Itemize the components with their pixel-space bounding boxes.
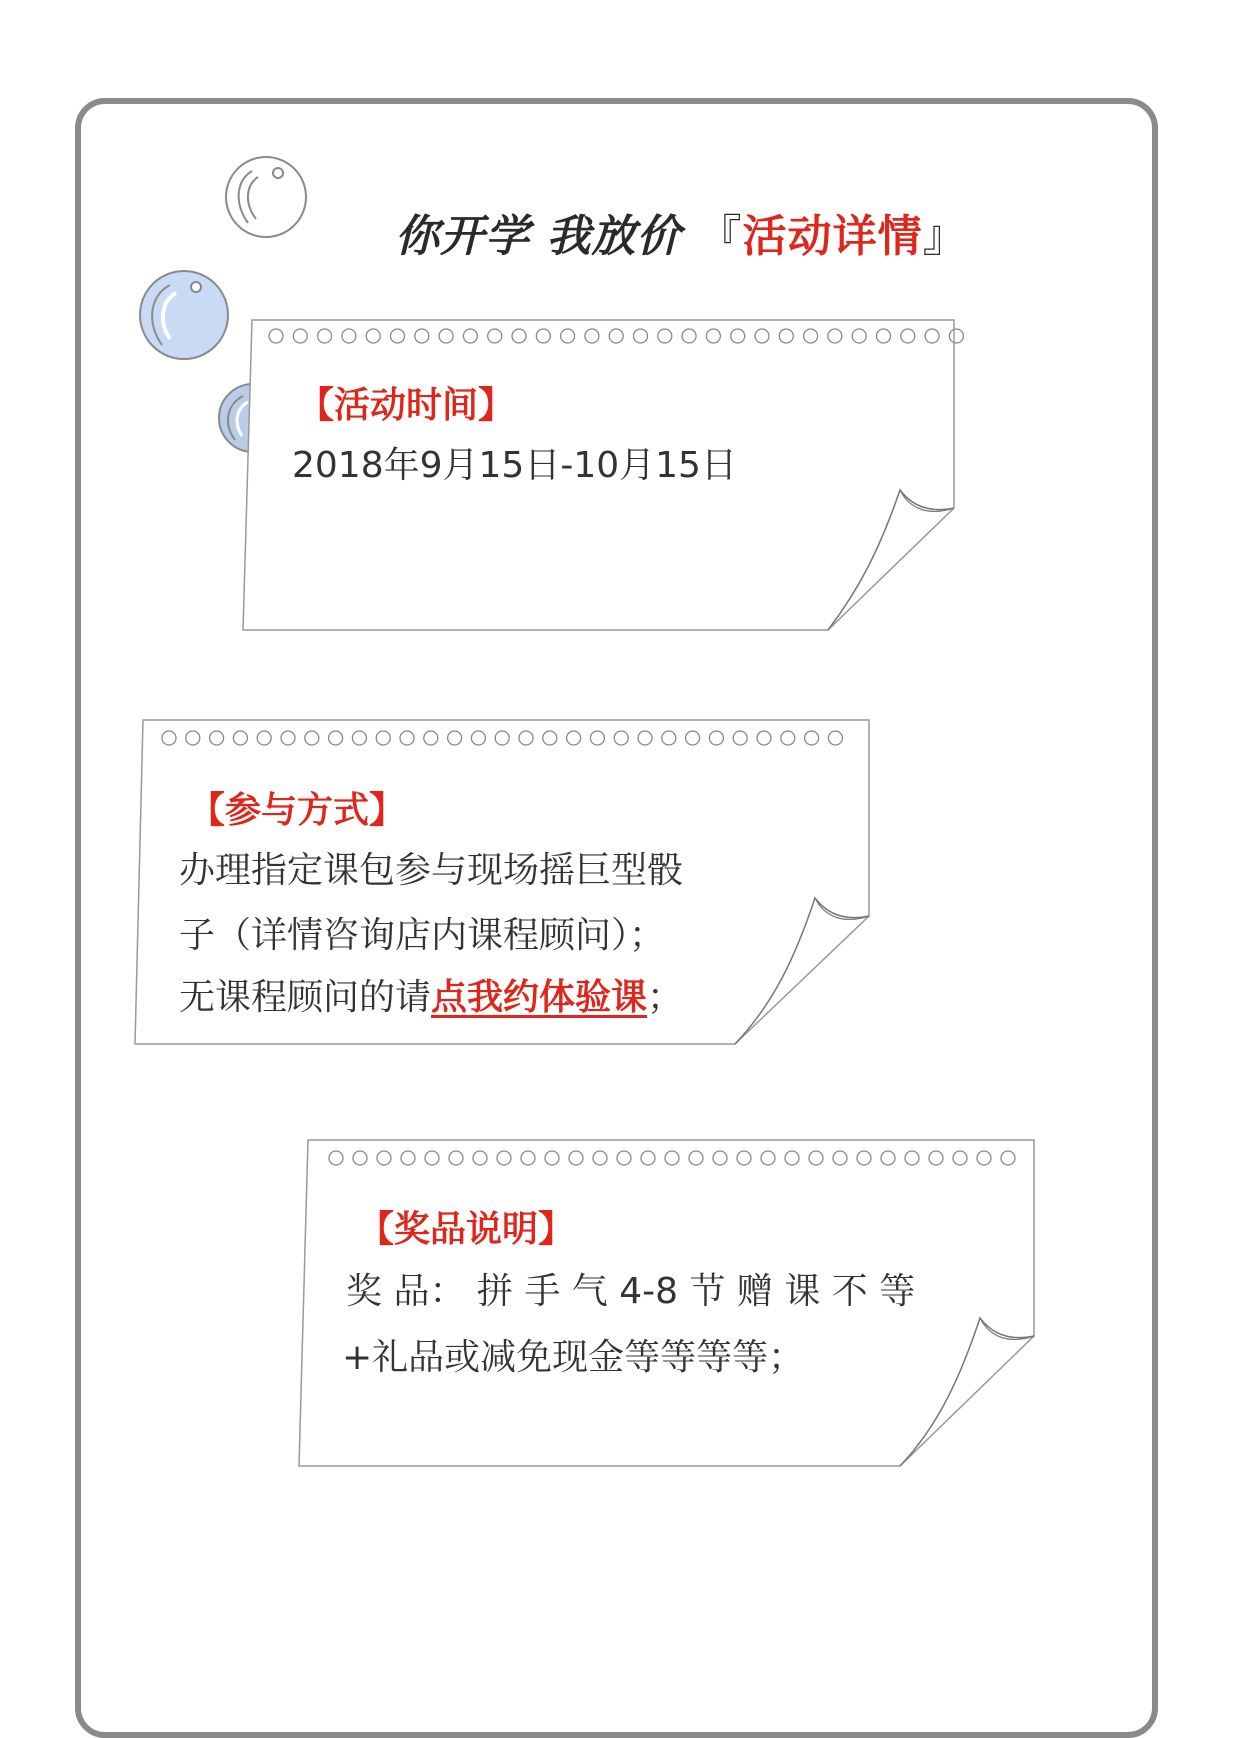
participation-line-3-prefix: 无课程顾问的请 (179, 977, 432, 1018)
note-prizes (296, 1138, 1038, 1470)
prizes-heading: 【奖品说明】 (358, 1209, 575, 1250)
prizes-line-2: +礼品或减免现金等等等等； (342, 1337, 805, 1378)
prizes-line-1: 奖 品： 拼 手 气 4-8 节 赠 课 不 等 (346, 1271, 916, 1312)
participation-line-2: 子（详情咨询店内课程顾问）； (179, 915, 666, 956)
activity-time-dates: 2018年9月15日-10月15日 (292, 445, 737, 486)
title-bracket-close: 』 (922, 211, 968, 262)
title-accent: 活动详情 (742, 211, 923, 262)
note-activity-time (240, 318, 960, 638)
participation-heading: 【参与方式】 (189, 790, 406, 831)
bubble-icon-large-outline (222, 153, 312, 243)
bubble-icon-blue-large (134, 265, 234, 365)
participation-line-3 (179, 977, 684, 1018)
participation-line-3-suffix: ； (647, 977, 684, 1018)
title-main: 你开学 我放价 (395, 211, 682, 262)
activity-time-heading: 【活动时间】 (298, 385, 515, 426)
participation-line-1: 办理指定课包参与现场摇巨型骰 (179, 850, 684, 891)
title-bracket-open: 『 (697, 211, 743, 262)
note-participation (133, 718, 873, 1048)
book-trial-class-link[interactable]: 点我约体验课 (431, 977, 648, 1018)
page-title (395, 200, 968, 264)
